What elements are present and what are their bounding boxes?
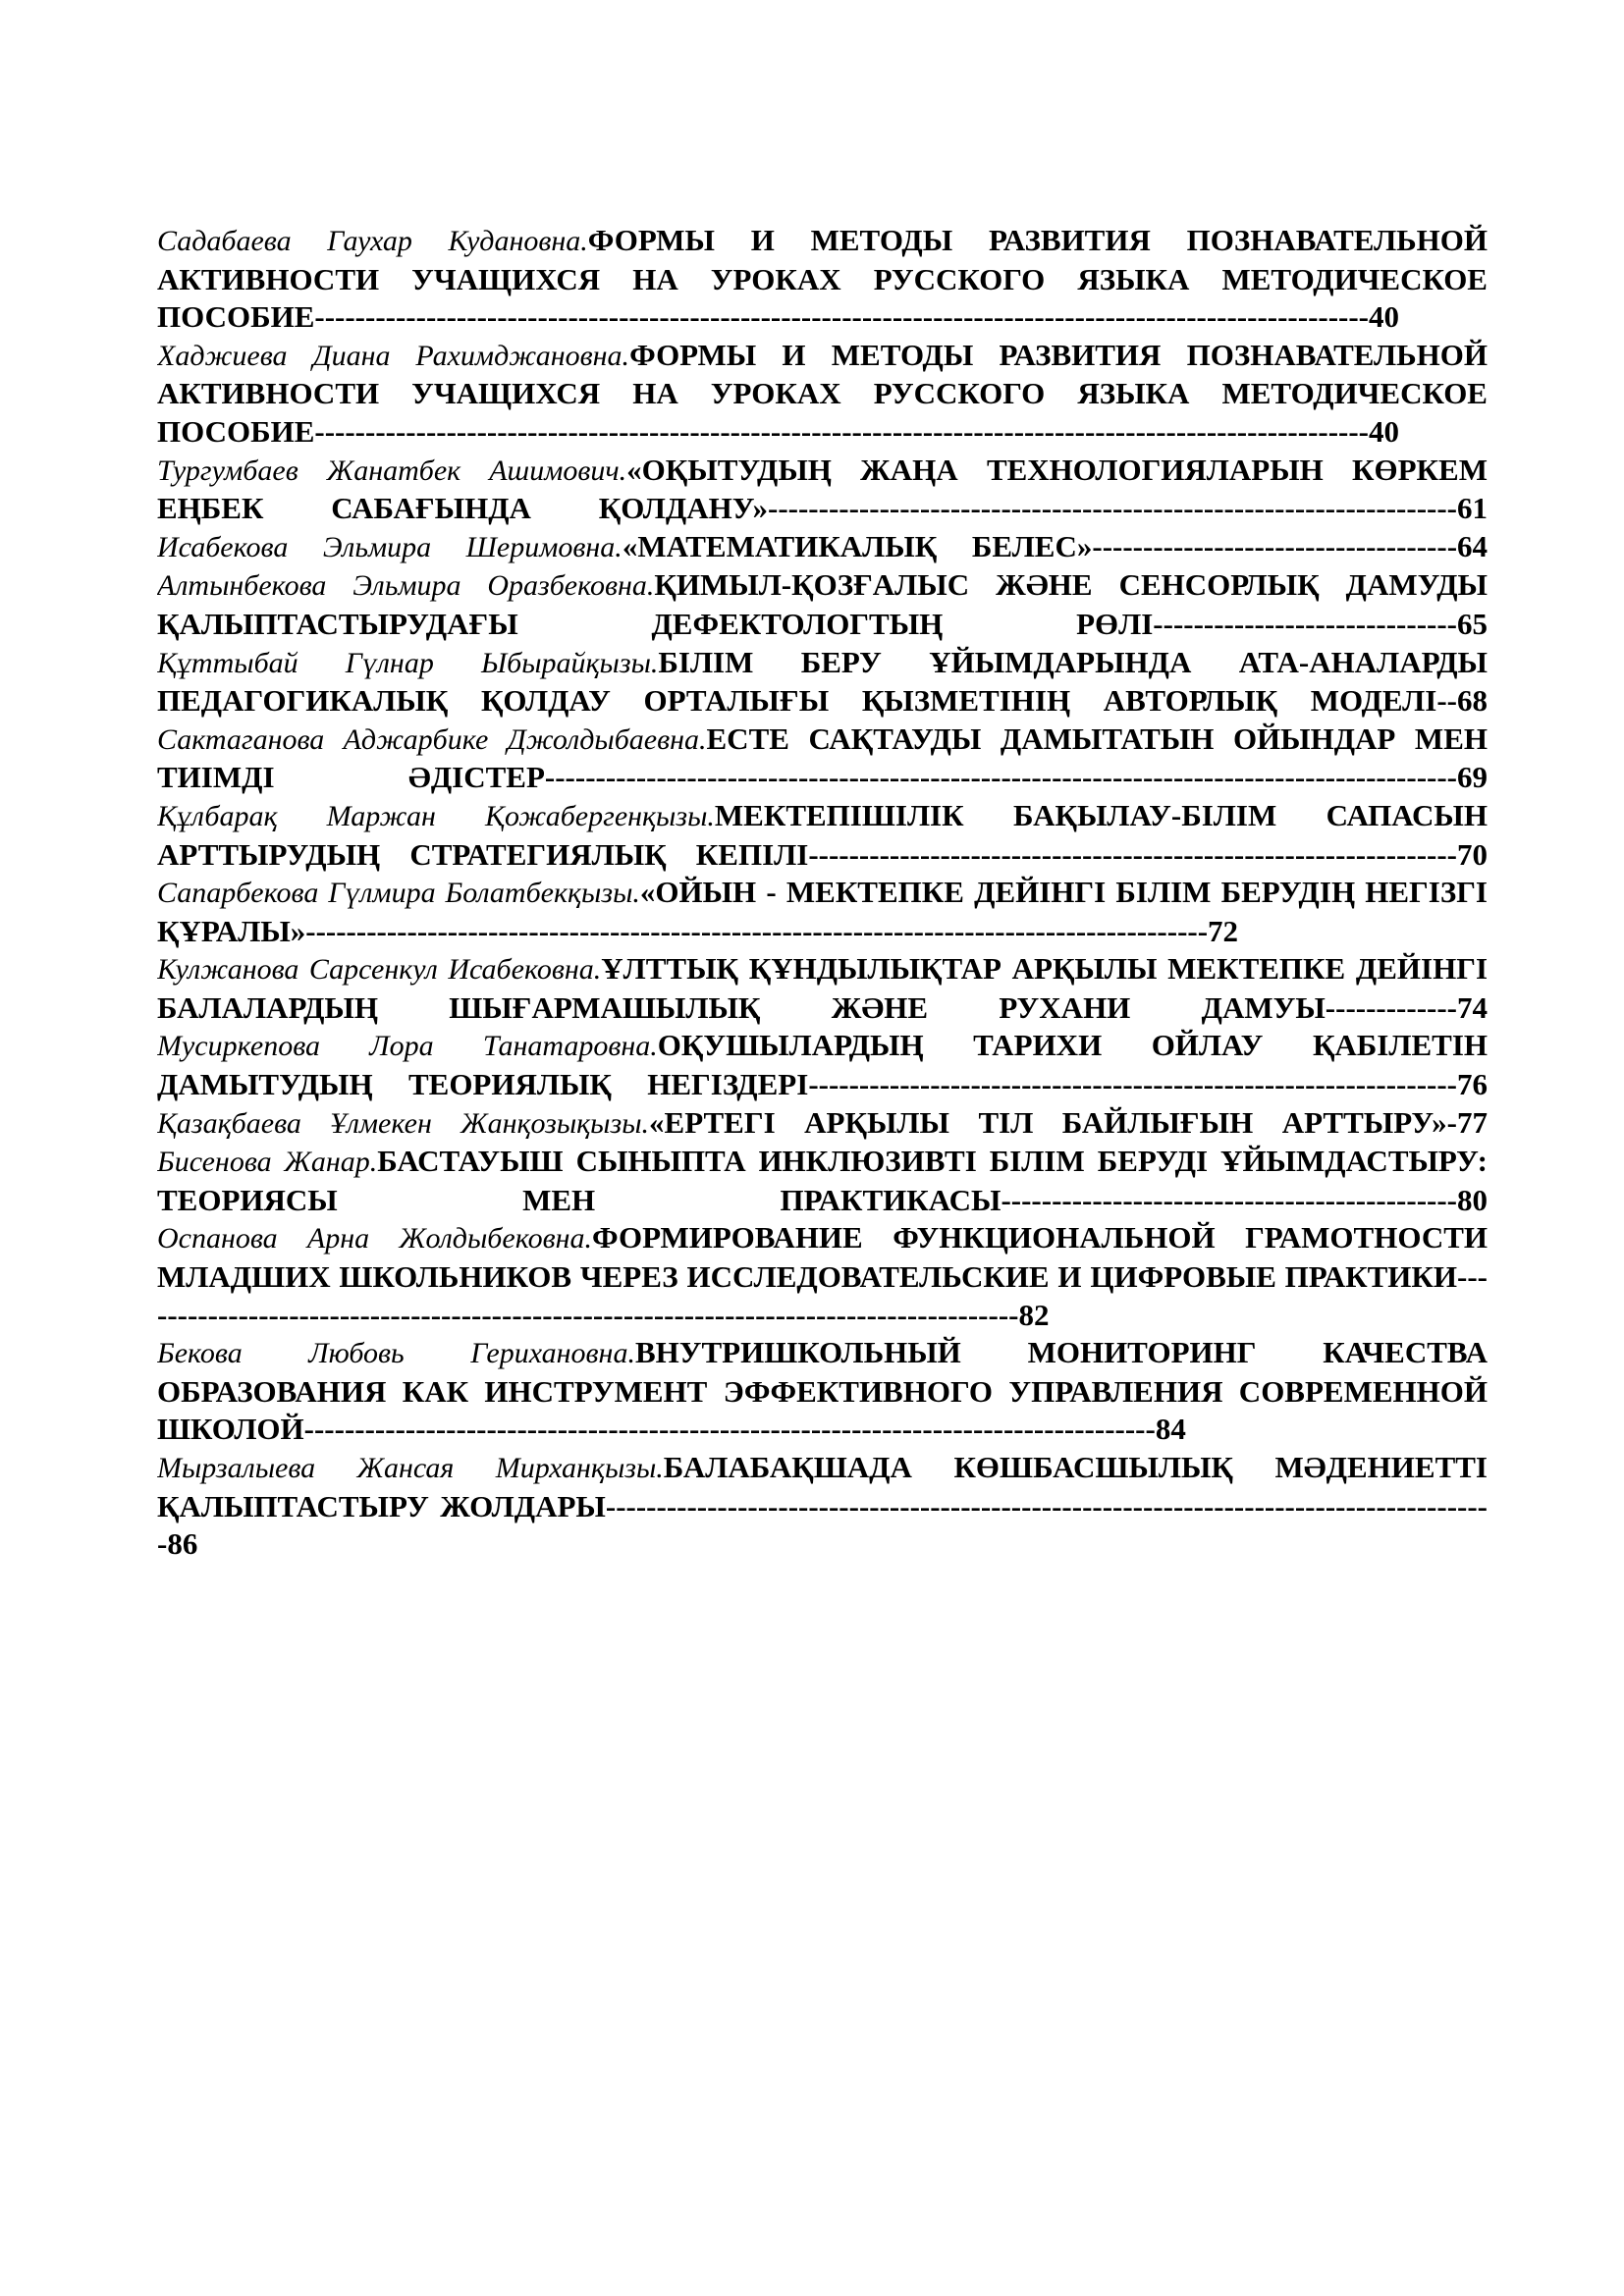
toc-author: Сапарбекова Гүлмира Болатбекқызы. bbox=[157, 877, 640, 910]
toc-author: Сактаганова Аджарбике Джолдыбаевна. bbox=[157, 722, 707, 756]
toc-leader: ---------------------------------------------------------------- bbox=[808, 836, 1457, 872]
toc-entry bbox=[157, 1219, 1488, 1334]
toc-entry bbox=[157, 874, 1488, 950]
toc-page-number: 70 bbox=[1457, 836, 1488, 872]
toc-entry bbox=[157, 566, 1488, 643]
toc-page-number: 84 bbox=[1155, 1412, 1186, 1447]
toc-page-number: 61 bbox=[1457, 491, 1488, 526]
toc-author: Тургумбаев Жанатбек Ашимович. bbox=[157, 454, 627, 487]
toc-author: Садабаева Гаухар Кудановна. bbox=[157, 225, 588, 257]
toc-leader: ---------------------------------------------------------------------------------------- bbox=[157, 1259, 1488, 1332]
toc-title: БАСТАУЫШ СЫНЫПТА ИНКЛЮЗИВТІ БІЛІМ БЕРУДІ ҰЙЫМДАСТЫРУ: ТЕОРИЯСЫ МЕН ПРАКТИКАСЫ bbox=[157, 1144, 1488, 1217]
toc-author: Бекова Любовь Герихановна. bbox=[157, 1337, 635, 1370]
toc-page-number: 64 bbox=[1457, 528, 1488, 563]
toc-entry bbox=[157, 1027, 1488, 1103]
toc-page-number: 74 bbox=[1457, 989, 1488, 1025]
toc-page-number: 65 bbox=[1457, 606, 1488, 641]
toc-leader: ----------------------------------------------------------------------------------------- bbox=[305, 913, 1209, 948]
toc-author: Мусиркепова Лора Танатаровна. bbox=[157, 1030, 658, 1063]
toc-title: «МАТЕМАТИКАЛЫҚ БЕЛЕС» bbox=[622, 528, 1093, 563]
toc-title: ФОРМЫ И МЕТОДЫ РАЗВИТИЯ ПОЗНАВАТЕЛЬНОЙ АКТИВНОСТИ УЧАЩИХСЯ НА УРОКАХ РУССКОГО ЯЗЫКА МЕТОДИЧЕСКОЕ ПОСОБИЕ bbox=[157, 337, 1488, 449]
toc-page-number: 82 bbox=[1018, 1297, 1050, 1332]
toc-title: ЕСТЕ САҚТАУДЫ ДАМЫТАТЫН ОЙЫНДАР МЕН ТИІМДІ ӘДІСТЕР bbox=[157, 721, 1488, 795]
toc-leader: ------------------------------------------------------------------------------------ bbox=[303, 1412, 1156, 1447]
toc-entry bbox=[157, 1104, 1488, 1144]
toc-leader: ------------------------------ bbox=[1153, 606, 1457, 641]
toc-page-number: 86 bbox=[167, 1526, 198, 1562]
toc-leader: -------------------------------------------------------------------------------------------------------- bbox=[314, 413, 1370, 449]
toc-leader: ------------- bbox=[1325, 989, 1457, 1025]
toc-entry bbox=[157, 721, 1488, 797]
toc-page-number: 68 bbox=[1457, 683, 1488, 719]
toc-leader: -------------------------------------------------------------------- bbox=[768, 491, 1457, 526]
toc-title: ВНУТРИШКОЛЬНЫЙ МОНИТОРИНГ КАЧЕСТВА ОБРАЗОВАНИЯ КАК ИНСТРУМЕНТ ЭФФЕКТИВНОГО УПРАВЛЕНИЯ СОВРЕМЕННОЙ ШКОЛОЙ bbox=[157, 1335, 1488, 1447]
toc-author: Исабекова Эльмира Шеримовна. bbox=[157, 530, 623, 563]
toc-entry bbox=[157, 528, 1488, 567]
toc-author: Кулжанова Сарсенкул Исабековна. bbox=[157, 953, 602, 987]
toc-author: Оспанова Арна Жолдыбековна. bbox=[157, 1222, 592, 1255]
toc-page-number: 69 bbox=[1457, 760, 1488, 795]
toc-title: ФОРМЫ И МЕТОДЫ РАЗВИТИЯ ПОЗНАВАТЕЛЬНОЙ АКТИВНОСТИ УЧАЩИХСЯ НА УРОКАХ РУССКОГО ЯЗЫКА МЕТОДИЧЕСКОЕ ПОСОБИЕ bbox=[157, 223, 1488, 335]
toc-leader: - bbox=[1446, 1104, 1457, 1140]
toc-entry bbox=[157, 1143, 1488, 1219]
toc-entry bbox=[157, 222, 1488, 337]
toc-author: Бисенова Жанар. bbox=[157, 1146, 378, 1179]
toc-title: «ЕРТЕГІ АРҚЫЛЫ ТІЛ БАЙЛЫҒЫН АРТТЫРУ» bbox=[649, 1104, 1447, 1140]
toc-title: ҚИМЫЛ-ҚОЗҒАЛЫС ЖӘНЕ СЕНСОРЛЫҚ ДАМУДЫ ҚАЛЫПТАСТЫРУДАҒЫ ДЕФЕКТОЛОГТЫҢ РӨЛІ bbox=[157, 567, 1488, 641]
toc-leader: ---------------------------------------------------------------- bbox=[808, 1067, 1457, 1102]
toc-author: Мырзалыева Жансая Мирханқызы. bbox=[157, 1452, 664, 1484]
toc-leader: -- bbox=[1436, 683, 1457, 719]
toc-title: МЕКТЕПІШІЛІК БАҚЫЛАУ-БІЛІМ САПАСЫН АРТТЫРУДЫҢ СТРАТЕГИЯЛЫҚ КЕПІЛІ bbox=[157, 797, 1488, 872]
toc-author: Құттыбай Гүлнар Ыбырайқызы. bbox=[157, 646, 659, 679]
toc-entry bbox=[157, 452, 1488, 528]
toc-entry bbox=[157, 337, 1488, 452]
toc-leader: --------------------------------------------- bbox=[1001, 1182, 1457, 1217]
toc-entry bbox=[157, 1334, 1488, 1449]
toc-entry bbox=[157, 950, 1488, 1027]
toc-author: Хаджиева Диана Рахимджановна. bbox=[157, 339, 630, 372]
toc-page-number: 76 bbox=[1457, 1067, 1488, 1102]
toc-page-number: 40 bbox=[1369, 299, 1400, 335]
toc-author: Құлбарақ Маржан Қожабергенқызы. bbox=[157, 799, 715, 832]
toc-title: ОҚУШЫЛАРДЫҢ ТАРИХИ ОЙЛАУ ҚАБІЛЕТІН ДАМЫТУДЫҢ ТЕОРИЯЛЫҚ НЕГІЗДЕРІ bbox=[157, 1028, 1488, 1102]
toc-page-number: 40 bbox=[1369, 413, 1400, 449]
table-of-contents bbox=[157, 222, 1488, 1564]
toc-entry bbox=[157, 1449, 1488, 1564]
toc-author: Қазақбаева Ұлмекен Жанқозықызы. bbox=[157, 1106, 650, 1140]
toc-title: БАЛАБАҚШАДА КӨШБАСШЫЛЫҚ МӘДЕНИЕТТІ ҚАЛЫПТАСТЫРУ ЖОЛДАРЫ bbox=[157, 1450, 1488, 1523]
toc-leader: ---------------------------------------------------------------------------------------- bbox=[157, 1488, 1488, 1562]
toc-page-number: 80 bbox=[1457, 1182, 1488, 1217]
toc-title: ҰЛТТЫҚ ҚҰНДЫЛЫҚТАР АРҚЫЛЫ МЕКТЕПКЕ ДЕЙІНГІ БАЛАЛАРДЫҢ ШЫҒАРМАШЫЛЫҚ ЖӘНЕ РУХАНИ ДАМУЫ bbox=[157, 951, 1488, 1025]
toc-leader: -------------------------------------------------------------------------------------------------------- bbox=[314, 299, 1370, 335]
toc-page-number: 72 bbox=[1208, 913, 1239, 948]
toc-leader: ------------------------------------ bbox=[1092, 528, 1458, 563]
toc-author: Алтынбекова Эльмира Оразбековна. bbox=[157, 569, 655, 603]
toc-title: ФОРМИРОВАНИЕ ФУНКЦИОНАЛЬНОЙ ГРАМОТНОСТИ МЛАДШИХ ШКОЛЬНИКОВ ЧЕРЕЗ ИССЛЕДОВАТЕЛЬСКИЕ И ЦИФРОВЫЕ ПРАКТИКИ bbox=[157, 1220, 1488, 1295]
toc-entry bbox=[157, 797, 1488, 874]
toc-leader: ------------------------------------------------------------------------------------------ bbox=[544, 760, 1457, 795]
toc-title: БІЛІМ БЕРУ ҰЙЫМДАРЫНДА АТА-АНАЛАРДЫ ПЕДАГОГИКАЛЫҚ ҚОЛДАУ ОРТАЛЫҒЫ ҚЫЗМЕТІНІҢ АВТОРЛЫҚ МОДЕЛІ bbox=[157, 644, 1488, 719]
toc-page-number: 77 bbox=[1457, 1104, 1488, 1140]
toc-title: «ОЙЫН - МЕКТЕПКЕ ДЕЙІНГІ БІЛІМ БЕРУДІҢ НЕГІЗГІ ҚҰРАЛЫ» bbox=[157, 875, 1488, 948]
toc-entry bbox=[157, 644, 1488, 721]
toc-title: «ОҚЫТУДЫҢ ЖАҢА ТЕХНОЛОГИЯЛАРЫН КӨРКЕМ ЕҢБЕК САБАҒЫНДА ҚОЛДАНУ» bbox=[157, 452, 1488, 526]
